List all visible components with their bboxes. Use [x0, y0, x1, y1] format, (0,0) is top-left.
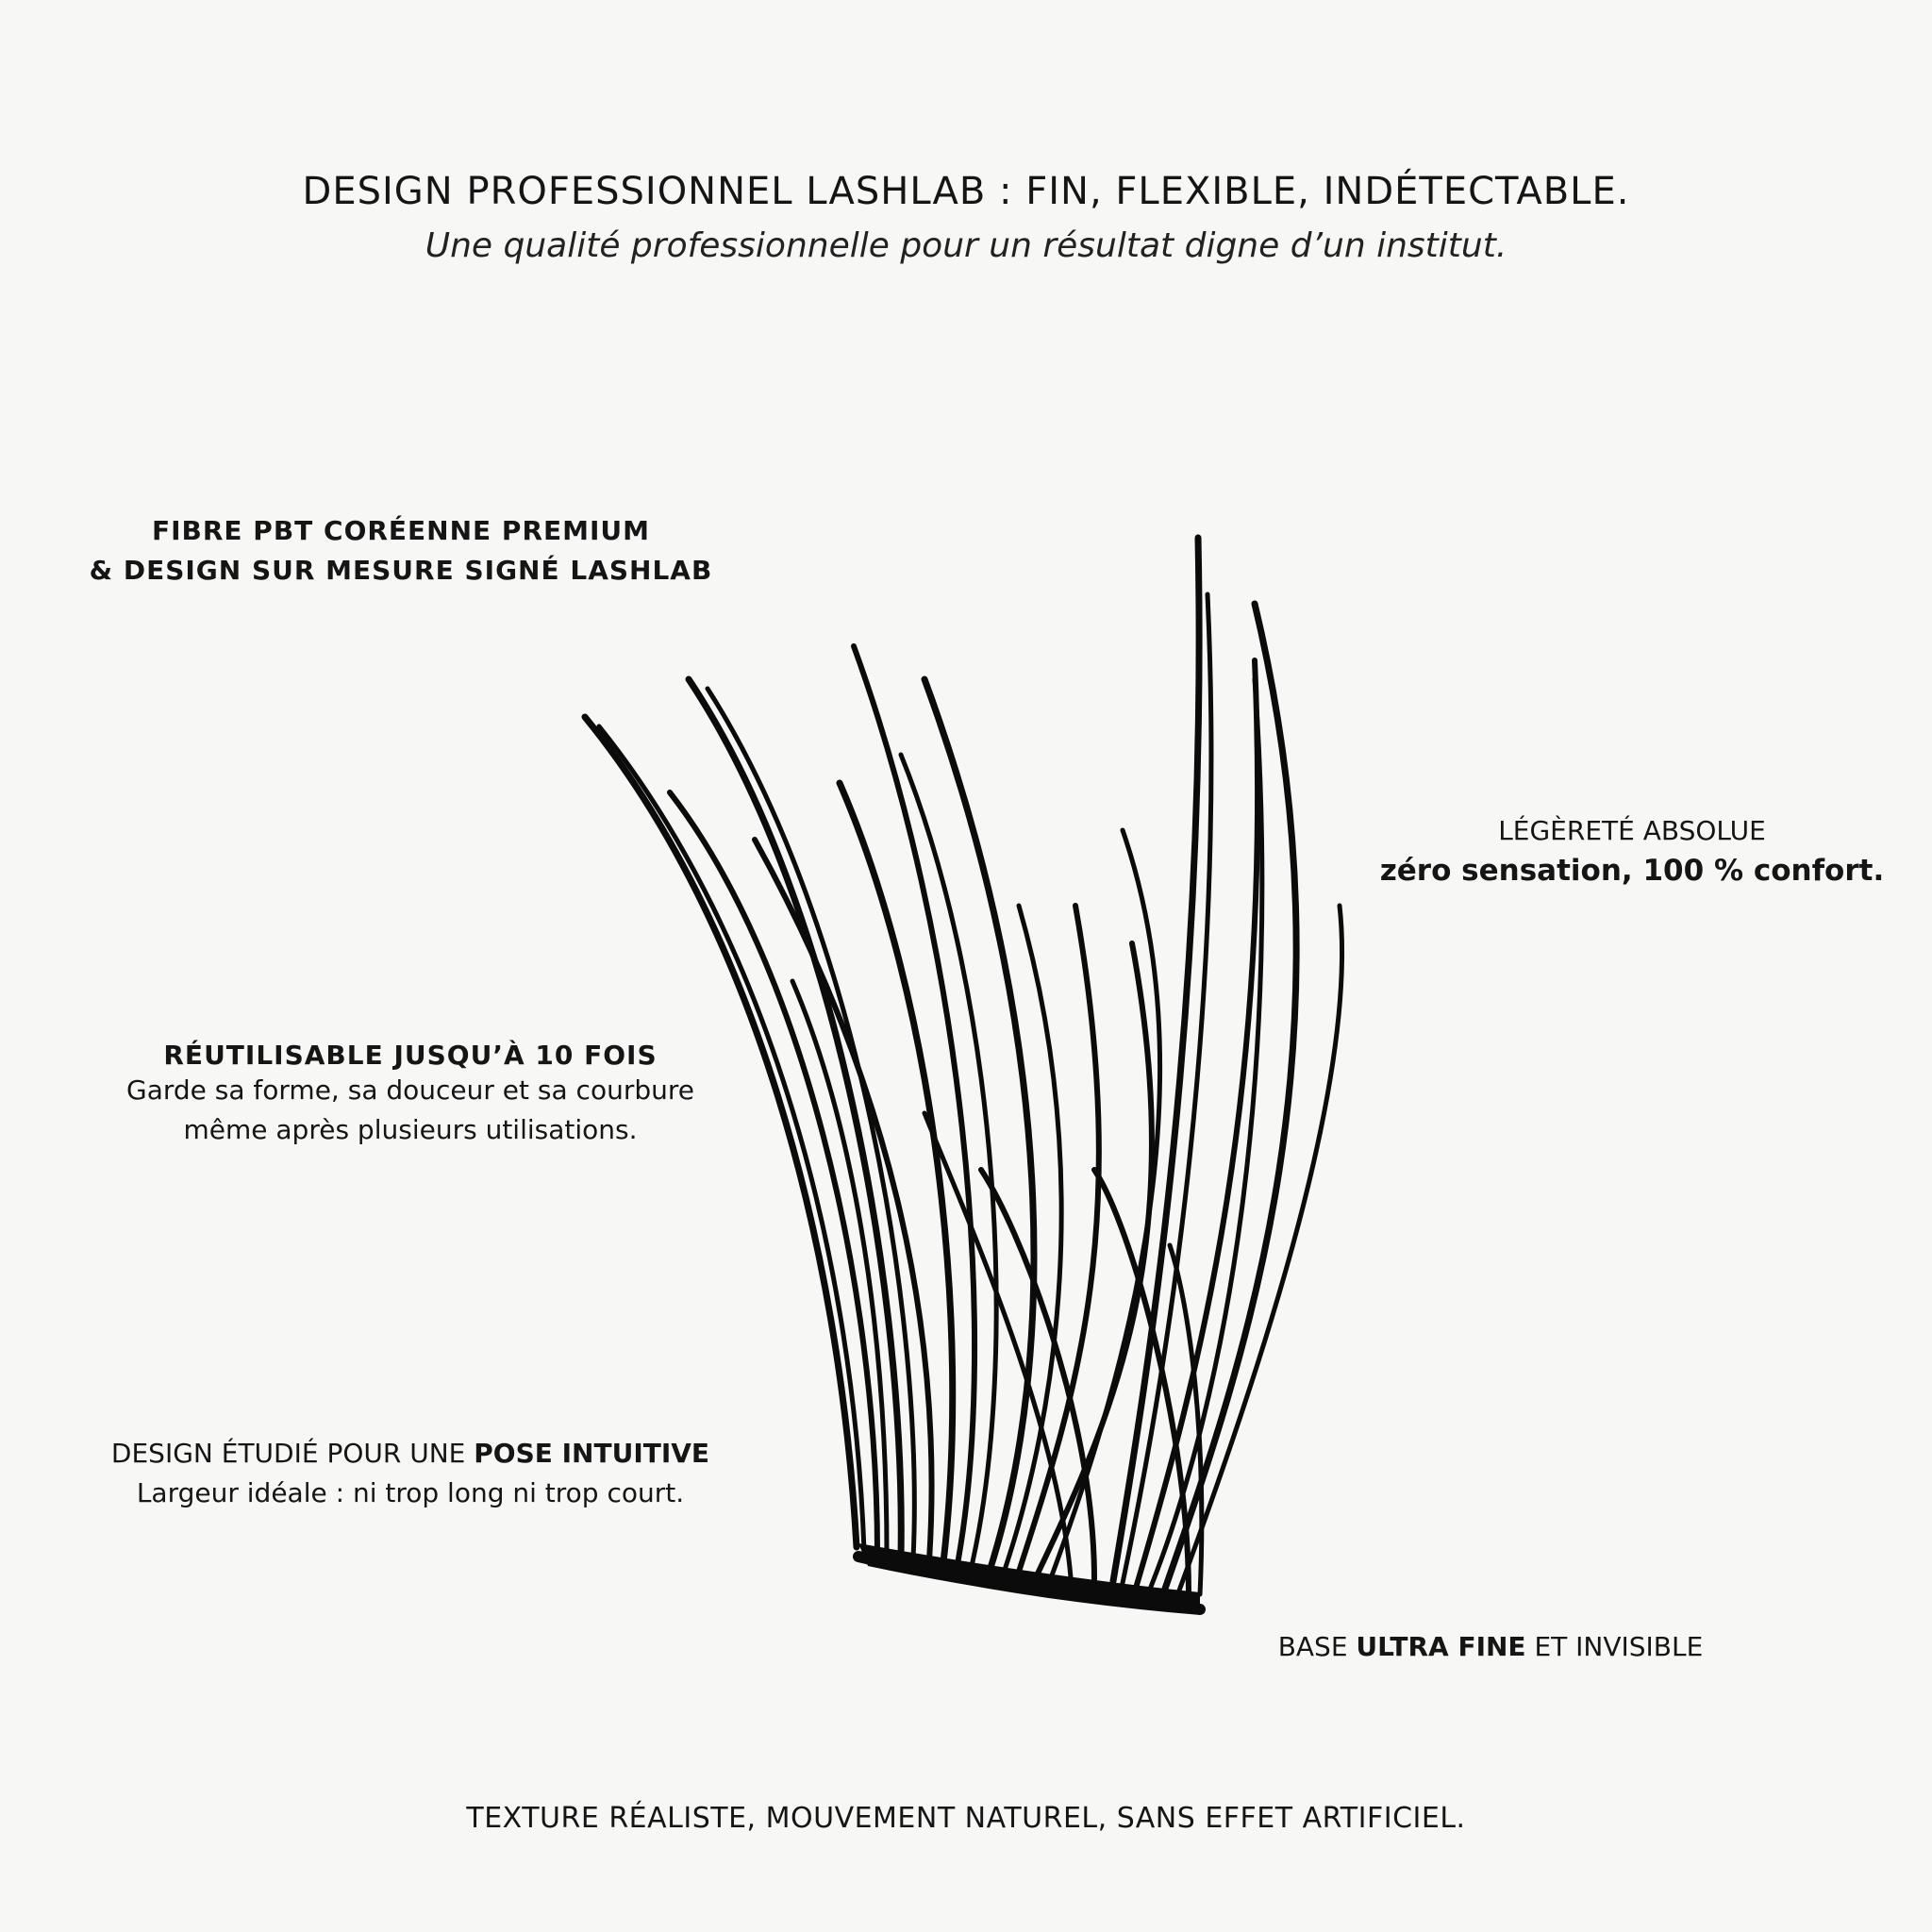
feature-reusable-line1: Garde sa forme, sa douceur et sa courbure: [126, 1074, 694, 1106]
lash-strand: [924, 679, 1034, 1568]
feature-lightness-line2: zéro sensation, 100 % confort.: [1379, 854, 1885, 888]
subheadline: Une qualité professionnelle pour un résultat digne d’un institut.: [425, 226, 1507, 265]
feature-base-bold: ULTRA FINE: [1356, 1631, 1526, 1662]
lash-cluster-image: [528, 509, 1377, 1660]
lash-strand: [1113, 538, 1199, 1581]
feature-base-prefix: BASE: [1277, 1631, 1357, 1662]
feature-design-bold: POSE INTUITIVE: [474, 1438, 710, 1469]
lash-strand: [755, 840, 932, 1560]
lash-strand: [1151, 679, 1262, 1587]
feature-fibre-line1: FIBRE PBT CORÉENNE PREMIUM: [151, 515, 651, 546]
lash-strand: [1094, 1170, 1189, 1592]
feature-reusable-title: RÉUTILISABLE JUSQU’À 10 FOIS: [163, 1040, 658, 1071]
lash-strand: [585, 717, 857, 1547]
footer-tagline: TEXTURE RÉALISTE, MOUVEMENT NATUREL, SANS EFFET ARTIFICIEL.: [466, 1802, 1466, 1835]
feature-design-line2: Largeur idéale : ni trop long ni trop court.: [136, 1477, 685, 1508]
feature-design-prefix: DESIGN ÉTUDIÉ POUR UNE: [110, 1438, 475, 1469]
feature-fibre-line2: & DESIGN SUR MESURE SIGNÉ LASHLAB: [89, 555, 713, 586]
feature-lightness-title: LÉGÈRETÉ ABSOLUE: [1498, 815, 1766, 846]
feature-base-suffix: ET INVISIBLE: [1525, 1631, 1704, 1662]
headline: DESIGN PROFESSIONNEL LASHLAB : FIN, FLEXIBLE, INDÉTECTABLE.: [302, 170, 1630, 213]
feature-reusable-line2: même après plusieurs utilisations.: [183, 1114, 638, 1145]
feature-lightness: [1349, 811, 1915, 891]
